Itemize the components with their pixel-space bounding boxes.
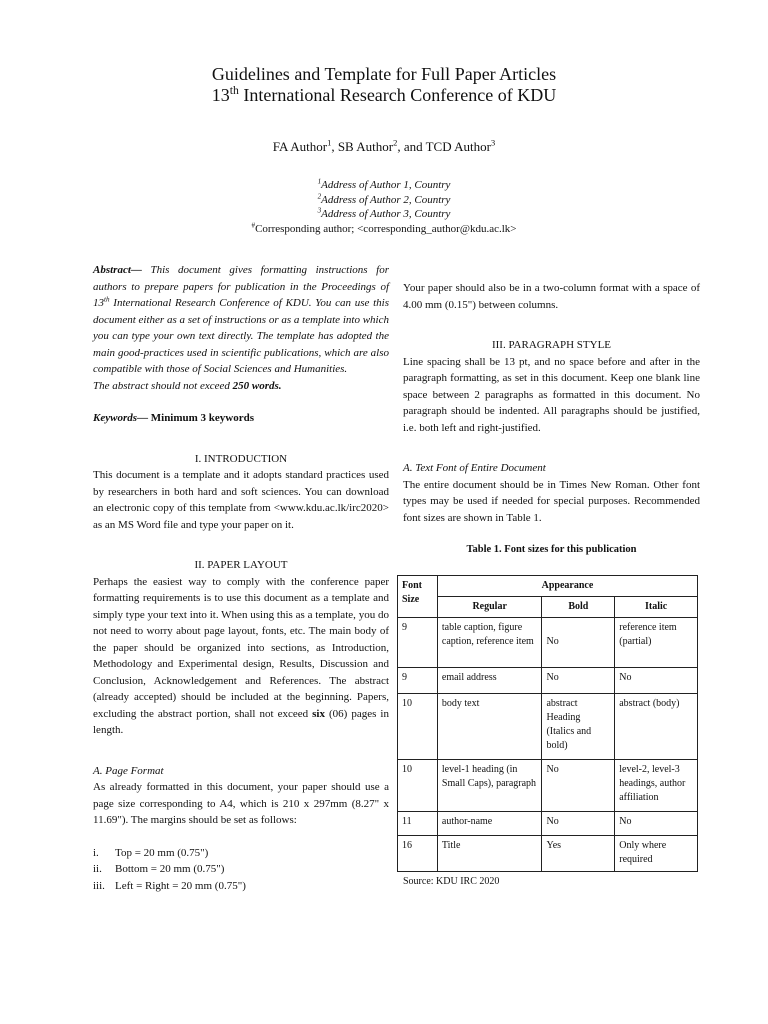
margin-list bbox=[93, 845, 389, 895]
author-list bbox=[0, 139, 768, 155]
cell-bold: No bbox=[542, 667, 615, 693]
cell-bold: abstract Heading (Italics and bold) bbox=[542, 693, 615, 759]
cell-size: 9 bbox=[398, 617, 438, 667]
title-ordinal-suffix: th bbox=[229, 84, 239, 97]
abstract-limit-text: The abstract should not exceed bbox=[93, 379, 233, 392]
list-item-number: ii. bbox=[93, 863, 102, 875]
left-column bbox=[93, 262, 389, 894]
cell-size: 9 bbox=[398, 667, 438, 693]
page-format-text: As already formatted in this document, your paper should use a page size corresponding to A4, which is 210 x 297mm (8.27" x 11.69"). The margins should be set as follows: bbox=[93, 781, 389, 826]
table-row bbox=[398, 667, 698, 693]
list-item bbox=[93, 845, 389, 862]
paper-layout-text-a: Perhaps the easiest way to comply with the conference paper formatting requirements is to use this document as a template and simply type your text into it. When using this as a template, you do not need to worry about page layout, fonts, etc. The main body of the paper should be organized into sections, as Introduction, Methodology and Experimental design, Results, Discussion and Conclusion, Acknowledgement and References. The abstract (already accepted) should be included at the beginning. Papers, excluding the abstract portion, shall not exceed bbox=[93, 575, 389, 720]
title-ordinal: 13 bbox=[211, 85, 230, 105]
cell-italic: reference item (partial) bbox=[615, 617, 698, 667]
abstract-limit-words: 250 words. bbox=[232, 379, 282, 392]
address-1-num: 1 bbox=[317, 177, 322, 186]
abstract-ordinal-suffix: th bbox=[104, 295, 110, 304]
keywords-label: Keywords bbox=[93, 412, 137, 424]
keywords bbox=[93, 410, 389, 427]
address-3 bbox=[0, 207, 768, 222]
abstract-label: Abstract— bbox=[93, 264, 142, 276]
author-1-affil: 1 bbox=[327, 137, 332, 148]
corresponding-author bbox=[0, 222, 768, 237]
abstract-body bbox=[93, 262, 389, 378]
title-line-2 bbox=[0, 85, 768, 106]
cell-regular: body text bbox=[437, 693, 542, 759]
cell-regular: email address bbox=[437, 667, 542, 693]
paper-layout-text-b: (06) pages in length. bbox=[93, 707, 389, 736]
corresponding-mark: # bbox=[251, 220, 256, 229]
abstract-text-b: International Research Conference of KDU. You can use this document either as a set of instructions or as a template into which you can type your own text directly. The template has adopted the main good-practices used in scientific publications, which are also compatible with those of Social Sciences and Humanities. bbox=[93, 297, 389, 375]
cell-bold: No bbox=[542, 759, 615, 811]
table-row bbox=[398, 693, 698, 759]
cell-regular: author-name bbox=[437, 811, 542, 835]
cell-italic: No bbox=[615, 667, 698, 693]
cell-italic: level-2, level-3 headings, author affiliation bbox=[615, 759, 698, 811]
author-3-affil: 3 bbox=[490, 137, 496, 148]
table-source: Source: KDU IRC 2020 bbox=[403, 875, 500, 887]
author-addresses bbox=[0, 178, 768, 236]
corresponding-email: Corresponding author; <corresponding_author@kdu.ac.lk> bbox=[255, 222, 517, 235]
cell-size: 10 bbox=[398, 693, 438, 759]
table-row bbox=[398, 759, 698, 811]
page-format-heading: A. Page Format bbox=[93, 764, 164, 777]
cell-italic: No bbox=[615, 811, 698, 835]
address-3-num: 3 bbox=[317, 206, 322, 215]
cell-italic: Only where required bbox=[615, 835, 698, 871]
title-line-1: Guidelines and Template for Full Paper Articles bbox=[211, 64, 557, 84]
header-regular: Regular bbox=[437, 596, 542, 617]
table-header-row bbox=[398, 575, 698, 596]
abstract bbox=[93, 262, 389, 394]
header-font-size: Font Size bbox=[398, 575, 438, 617]
author-3: , and TCD Author bbox=[397, 139, 491, 154]
table-row bbox=[398, 835, 698, 871]
author-2-affil: 2 bbox=[393, 137, 398, 148]
cell-bold: Yes bbox=[542, 835, 615, 871]
address-2 bbox=[0, 193, 768, 208]
address-1 bbox=[0, 178, 768, 193]
list-item bbox=[93, 861, 389, 878]
table-caption: Table 1. Font sizes for this publication bbox=[466, 544, 637, 555]
cell-regular: Title bbox=[437, 835, 542, 871]
address-1-text: Address of Author 1, Country bbox=[321, 179, 451, 191]
introduction-text: This document is a template and it adopts standard practices used by researchers in both hard and soft sciences. You can download an electronic copy of this template from <www.kdu.ac.lk/irc2020> as an MS Word file and type your paper on it. bbox=[93, 469, 389, 531]
list-item-number: iii. bbox=[93, 879, 105, 892]
cell-italic: abstract (body) bbox=[615, 693, 698, 759]
cell-size: 11 bbox=[398, 811, 438, 835]
text-font-heading: A. Text Font of Entire Document bbox=[403, 462, 546, 474]
two-column-text: Your paper should also be in a two-column format with a space of 4.00 mm (0.15") between columns. bbox=[403, 282, 700, 311]
list-item-text: Top = 20 mm (0.75") bbox=[115, 846, 209, 859]
table-row bbox=[398, 617, 698, 667]
paper-layout-page-limit: six bbox=[312, 707, 325, 720]
header-appearance: Appearance bbox=[437, 575, 697, 596]
cell-regular: level-1 heading (in Small Caps), paragraph bbox=[437, 759, 542, 811]
keywords-text: — Minimum 3 keywords bbox=[137, 412, 255, 424]
author-1: FA Author bbox=[272, 139, 328, 154]
paper-title bbox=[0, 64, 768, 106]
introduction-heading: I. INTRODUCTION bbox=[194, 452, 288, 465]
list-item-number: i. bbox=[93, 846, 99, 859]
paragraph-style-heading: III. PARAGRAPH STYLE bbox=[491, 339, 612, 351]
address-2-num: 2 bbox=[317, 191, 322, 200]
abstract-limit bbox=[93, 378, 389, 395]
list-item-text: Bottom = 20 mm (0.75") bbox=[115, 863, 225, 875]
cell-size: 16 bbox=[398, 835, 438, 871]
paper-layout-heading: II. PAPER LAYOUT bbox=[194, 559, 288, 571]
header-italic: Italic bbox=[615, 596, 698, 617]
cell-bold: No bbox=[542, 811, 615, 835]
cell-regular: table caption, figure caption, reference item bbox=[437, 617, 542, 667]
list-item bbox=[93, 878, 389, 895]
table-subheader-row bbox=[398, 596, 698, 617]
author-2: , SB Author bbox=[331, 139, 394, 154]
right-column bbox=[403, 280, 700, 890]
cell-bold: No bbox=[542, 617, 615, 667]
cell-size: 10 bbox=[398, 759, 438, 811]
font-size-table bbox=[397, 575, 698, 872]
text-font-text: The entire document should be in Times New Roman. Other font types may be used if needed for special purposes. Recommended font sizes are shown in Table 1. bbox=[403, 478, 700, 524]
table-row bbox=[398, 811, 698, 835]
address-2-text: Address of Author 2, Country bbox=[321, 193, 451, 206]
abstract-text-a: This document gives formatting instructions for authors to prepare papers for publication in the Proceedings of 13 bbox=[93, 264, 389, 309]
address-3-text: Address of Author 3, Country bbox=[321, 208, 451, 220]
header-bold: Bold bbox=[542, 596, 615, 617]
title-conference: International Research Conference of KDU bbox=[238, 85, 557, 105]
list-item-text: Left = Right = 20 mm (0.75") bbox=[115, 879, 246, 892]
paragraph-style-text: Line spacing shall be 13 pt, and no space before and after in the paragraph formatting, as set in this document. Keep one blank line space between 2 paragraphs as formatted in this document. No paragraph should be indented. All paragraphs should be justified, i.e. both left and right-justified. bbox=[403, 355, 700, 434]
paper-layout-text bbox=[93, 574, 389, 739]
